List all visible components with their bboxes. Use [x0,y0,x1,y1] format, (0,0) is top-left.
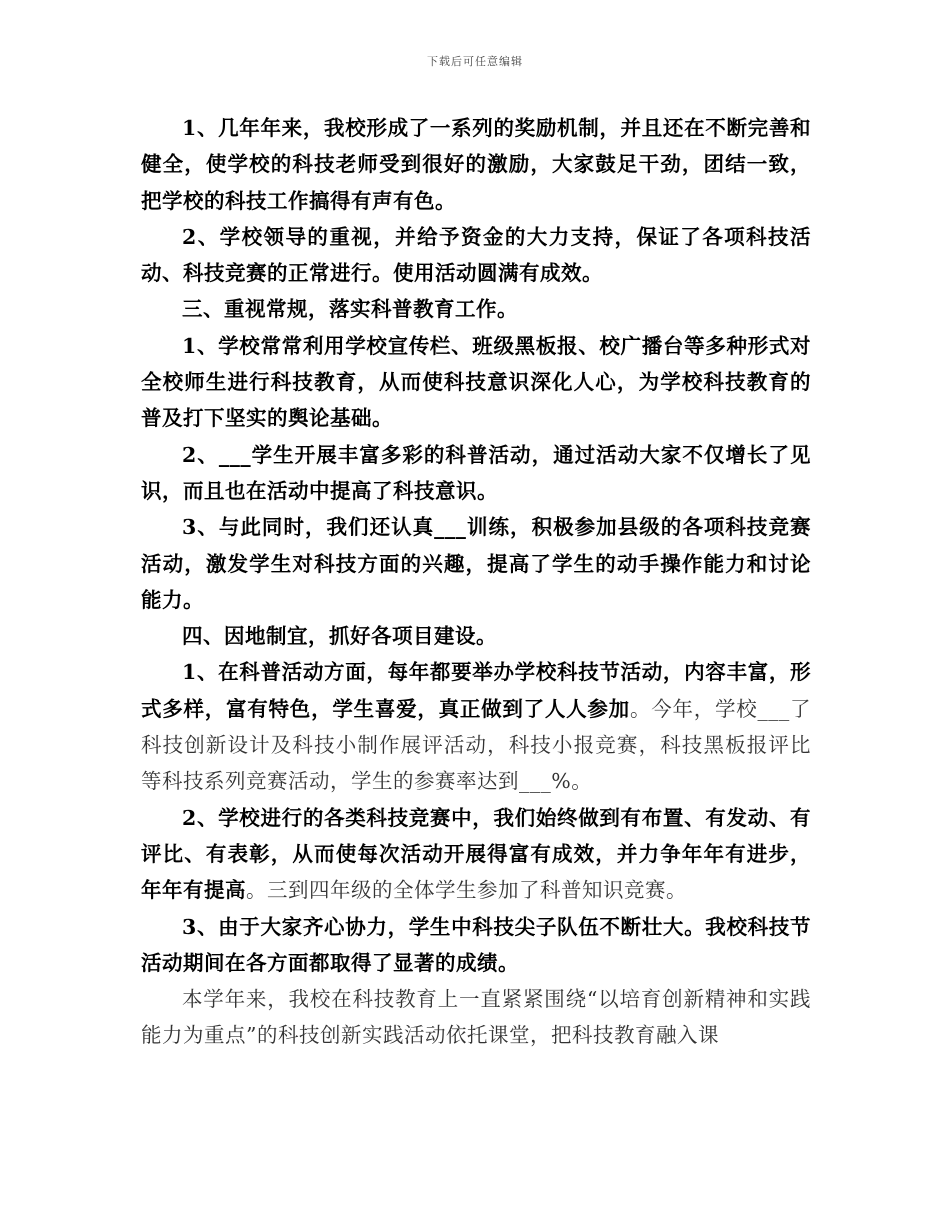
section-heading-3 [141,291,811,327]
paragraph-text-bold: 3、与此同时，我们还认真___训练，积极参加县级的各项科技竞赛活动，激发学生对科技方面的兴趣，提高了学生的动手操作能力和讨论能力。 [141,515,811,612]
paragraph-text-bold: 2、___学生开展丰富多彩的科普活动，通过活动大家不仅增长了见识，而且也在活动中提高了科技意识。 [141,442,811,503]
heading-text: 四、因地制宜，抓好各项目建设。 [182,624,497,649]
paragraph-publicity [141,328,811,437]
paragraph-science-festival [141,654,811,799]
paragraph-text-bold: 3、由于大家齐心协力，学生中科技尖子队伍不断壮大。我校科技节活动期间在各方面都取得了显著的成绩。 [141,914,811,975]
paragraph-text-normal: 。三到四年级的全体学生参加了科普知识竞赛。 [246,878,687,903]
paragraph-activities [141,437,811,510]
section-heading-4 [141,618,811,654]
paragraph-text-bold: 1、学校常常利用学校宣传栏、班级黑板报、校广播台等多种形式对全校师生进行科技教育，从而使科技意识深化人心，为学校科技教育的普及打下坚实的舆论基础。 [141,333,811,431]
paragraph-text-bold: 1、在科普活动方面，每年都要举办学校科技节活动，内容丰富，形式多样，富有特色，学生喜爱，真正做到了人人参加 [141,660,811,721]
paragraph-reward-mechanism [141,110,811,219]
paragraph-text-normal: 。今年，学校___了科技创新设计及科技小制作展评活动，科技小报竞赛，科技黑板报评比等科技系列竞赛活动，学生的参赛率达到___%。 [141,696,812,794]
paragraph-text-bold: 2、学校进行的各类科技竞赛中，我们始终做到有布置、有发动、有评比、有表彰，从而使每次活动开展得富有成效，并力争年年有进步，年年有提高 [141,805,811,903]
paragraph-achievements [141,909,811,982]
paragraph-academic-year [141,981,811,1054]
document-body [141,110,811,1054]
paragraph-training [141,509,811,618]
paragraph-leadership-support [141,219,811,292]
page-header: 下载后可任意编辑 [427,55,523,68]
heading-text: 三、重视常规，落实科普教育工作。 [182,297,518,322]
paragraph-text-bold: 1、几年年来，我校形成了一系列的奖励机制，并且还在不断完善和健全，使学校的科技老师受到很好的激励，大家鼓足干劲，团结一致，把学校的科技工作搞得有声有色。 [141,116,811,213]
paragraph-text-bold: 2、学校领导的重视，并给予资金的大力支持，保证了各项科技活动、科技竞赛的正常进行。使用活动圆满有成效。 [141,224,811,286]
paragraph-competitions [141,800,811,909]
paragraph-text-normal: 本学年来，我校在科技教育上一直紧紧围绕“以培育创新精神和实践能力为重点”的科技创新实践活动依托课堂，把科技教育融入课 [141,987,811,1048]
